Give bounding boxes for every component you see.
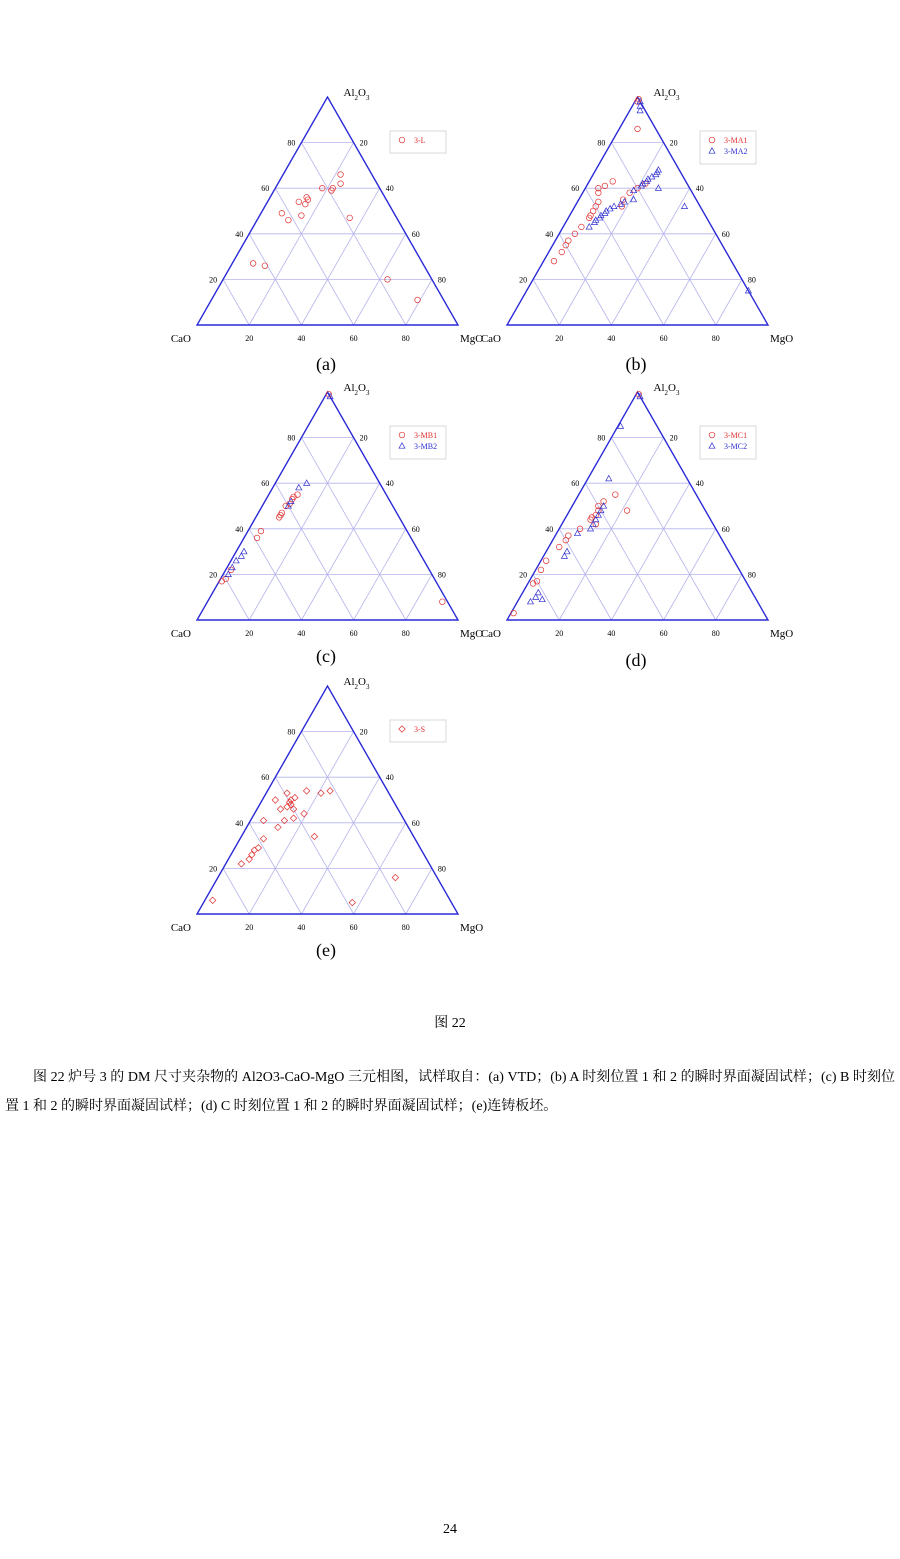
data-point [286,217,292,223]
tick-label-cao-80: 80 [747,275,756,285]
legend-label-3-MC1: 3-MC1 [724,431,748,440]
tick-label-mgo-20: 20 [245,923,254,932]
corner-label-cao: CaO [480,333,501,345]
tick-label-mgo-60: 60 [349,923,358,932]
grid-line-cao-80 [223,279,249,325]
tick-label-al2o3-60: 60 [571,184,580,194]
data-point [559,249,565,255]
corner-label-al2o3: $Al_2O_3$ [343,382,370,397]
corner-label-cao: CaO [170,628,191,640]
ternary-grid [533,143,742,325]
data-point [556,544,562,550]
tick-label-cao-40: 40 [385,773,394,783]
tick-label-mgo-60: 60 [349,629,358,638]
figure-caption: 图 22 炉号 3 的 DM 尺寸夹杂物的 Al2O3-CaO-MgO 三元相图，试样取自：(a) VTD；(b) A 时刻位置 1 和 2 的瞬时界面凝固试样；(c) B 时刻位置 1 和 2 的瞬时界面凝固试样；(d) C 时刻位置 1 和 2 的瞬时界面凝固试样；(e)连铸板坯。 [5,1070,895,1114]
tick-label-mgo-60: 60 [349,334,358,343]
tick-label-al2o3-40: 40 [235,229,244,239]
data-point [349,899,355,905]
legend [700,426,756,459]
grid-line-mgo-80 [406,868,432,914]
grid-line-mgo-40 [301,483,379,620]
ternary-grid [223,438,432,620]
tick-label-al2o3-20: 20 [209,570,218,580]
data-point [303,788,309,794]
data-point [606,475,612,480]
legend [700,131,756,164]
grid-line-mgo-80 [406,574,432,620]
corner-label-al2o3: $Al_2O_3$ [343,87,370,102]
data-point [251,847,257,853]
data-point [262,263,268,269]
ternary-grid [223,143,432,325]
tick-label-cao-20: 20 [669,138,678,148]
legend-label-3-MA2: 3-MA2 [724,147,748,156]
tick-label-mgo-40: 40 [297,923,306,932]
tick-label-al2o3-80: 80 [287,727,296,737]
series-3-MA1 [551,96,648,263]
tick-label-al2o3-80: 80 [597,138,606,148]
tick-label-cao-80: 80 [437,275,446,285]
tick-label-mgo-40: 40 [297,629,306,638]
panel-label-c: (c) [316,646,336,666]
tick-label-al2o3-60: 60 [261,773,270,783]
data-point [543,558,549,564]
data-point [621,199,627,204]
tick-label-cao-60: 60 [721,229,730,239]
data-point [284,804,290,810]
corner-label-cao: CaO [170,333,191,345]
data-point [241,548,247,553]
tick-label-al2o3-80: 80 [287,433,296,443]
corner-label-al2o3: $Al_2O_3$ [653,87,680,102]
tick-label-al2o3-60: 60 [571,479,580,489]
tick-label-cao-20: 20 [359,727,368,737]
series-3-MC2 [527,393,643,604]
corner-label-al2o3: $Al_2O_3$ [343,676,370,691]
tick-label-cao-80: 80 [747,570,756,580]
data-point [260,836,266,842]
ternary-chart-e [150,674,484,948]
data-point [209,897,215,903]
tick-label-cao-60: 60 [411,229,420,239]
data-point [311,833,317,839]
data-point [304,480,310,485]
tick-label-cao-40: 40 [385,479,394,489]
data-point [327,788,333,794]
data-point [551,258,557,264]
tick-label-al2o3-20: 20 [519,275,528,285]
data-point [579,224,585,230]
data-point [415,297,421,303]
tick-label-al2o3-40: 40 [235,818,244,828]
legend [390,131,446,153]
data-point [272,797,278,803]
data-point [564,548,570,553]
data-point [279,210,285,216]
tick-label-mgo-80: 80 [401,334,410,343]
corner-label-al2o3: $Al_2O_3$ [653,382,680,397]
tick-label-al2o3-20: 20 [209,864,218,874]
ternary-chart-d [460,380,794,654]
data-point [296,199,302,205]
tick-label-cao-40: 40 [695,184,704,194]
data-point [238,861,244,867]
data-point [255,845,261,851]
tick-label-cao-60: 60 [411,524,420,534]
tick-label-mgo-40: 40 [297,334,306,343]
tick-label-al2o3-20: 20 [209,275,218,285]
grid-line-cao-80 [223,868,249,914]
data-point [624,508,630,514]
data-point [299,213,305,219]
tick-label-al2o3-60: 60 [261,184,270,194]
data-point [611,203,617,208]
data-point [296,485,302,490]
data-point [681,203,687,208]
data-point [347,215,353,221]
panel-label-a: (a) [316,354,336,374]
legend-label-3-MB2: 3-MB2 [414,442,438,451]
ternary-grid [533,438,742,620]
tick-label-mgo-40: 40 [607,334,616,343]
data-point [338,172,344,178]
tick-label-mgo-40: 40 [607,629,616,638]
data-point [277,806,283,812]
grid-line-mgo-80 [716,279,742,325]
series-3-MA2 [586,98,751,293]
data-point [610,179,616,185]
tick-label-mgo-80: 80 [401,629,410,638]
data-point [338,181,344,187]
tick-label-mgo-20: 20 [555,334,564,343]
tick-label-al2o3-40: 40 [545,524,554,534]
tick-label-mgo-60: 60 [659,334,668,343]
grid-line-mgo-40 [611,483,689,620]
tick-label-cao-80: 80 [437,864,446,874]
corner-label-mgo: MgO [770,628,794,640]
data-point [275,824,281,830]
tick-label-mgo-60: 60 [659,629,668,638]
page-number: 24 [443,1522,457,1537]
legend-label-3-MA1: 3-MA1 [724,136,748,145]
ternary-chart-a [150,85,484,359]
tick-label-cao-20: 20 [359,138,368,148]
grid-line-cao-40 [275,777,353,914]
tick-label-cao-20: 20 [669,433,678,443]
corner-label-mgo: MgO [770,333,794,345]
legend-label-3-MC2: 3-MC2 [724,442,748,451]
data-point [249,852,255,858]
ternary-chart-b [460,85,794,359]
tick-label-mgo-20: 20 [245,629,254,638]
figure-title: 图 22 [434,1016,466,1031]
legend [390,720,446,742]
corner-label-cao: CaO [170,922,191,934]
tick-label-cao-20: 20 [359,433,368,443]
tick-label-al2o3-40: 40 [545,229,554,239]
data-point [538,567,544,573]
data-point [250,261,256,267]
corner-label-mgo: MgO [460,333,484,345]
tick-label-mgo-80: 80 [401,923,410,932]
data-point [613,492,619,498]
legend-label-3-MB1: 3-MB1 [414,431,438,440]
tick-label-cao-40: 40 [385,184,394,194]
corner-label-mgo: MgO [460,628,484,640]
tick-label-cao-60: 60 [411,818,420,828]
tick-label-cao-80: 80 [437,570,446,580]
tick-label-mgo-80: 80 [711,334,720,343]
data-point [303,201,309,207]
series-3-S [209,788,398,906]
data-point [574,530,580,535]
corner-label-mgo: MgO [460,922,484,934]
grid-line-mgo-40 [301,188,379,325]
data-point [440,599,446,605]
tick-label-mgo-80: 80 [711,629,720,638]
tick-label-mgo-20: 20 [245,334,254,343]
data-point [392,874,398,880]
ternary-grid [223,732,432,914]
panel-label-e: (e) [316,940,336,960]
data-point [535,589,541,594]
tick-label-al2o3-40: 40 [235,524,244,534]
grid-line-cao-40 [275,188,353,325]
panel-label-b: (b) [625,354,647,374]
data-point [655,185,661,190]
legend-label-3-L: 3-L [414,136,426,145]
ternary-chart-c [150,380,484,654]
legend [390,426,446,459]
data-point [225,571,231,576]
tick-label-cao-60: 60 [721,524,730,534]
tick-label-cao-40: 40 [695,479,704,489]
data-point [292,795,298,801]
data-point [290,815,296,821]
grid-line-mgo-40 [301,777,379,914]
data-point [254,535,260,541]
corner-label-cao: CaO [480,628,501,640]
series-3-MB1 [219,391,445,604]
tick-label-mgo-20: 20 [555,629,564,638]
data-point [635,126,641,132]
tick-label-al2o3-80: 80 [287,138,296,148]
grid-line-cao-80 [533,279,559,325]
data-point [246,856,252,862]
data-point [539,596,545,601]
series-3-MB2 [225,393,333,576]
legend-label-3-S: 3-S [414,725,426,734]
tick-label-al2o3-60: 60 [261,479,270,489]
tick-label-al2o3-20: 20 [519,570,528,580]
grid-line-cao-80 [533,574,559,620]
series-3-L [250,172,420,303]
tick-label-al2o3-80: 80 [597,433,606,443]
panel-label-d: (d) [625,650,647,670]
grid-line-mgo-80 [716,574,742,620]
